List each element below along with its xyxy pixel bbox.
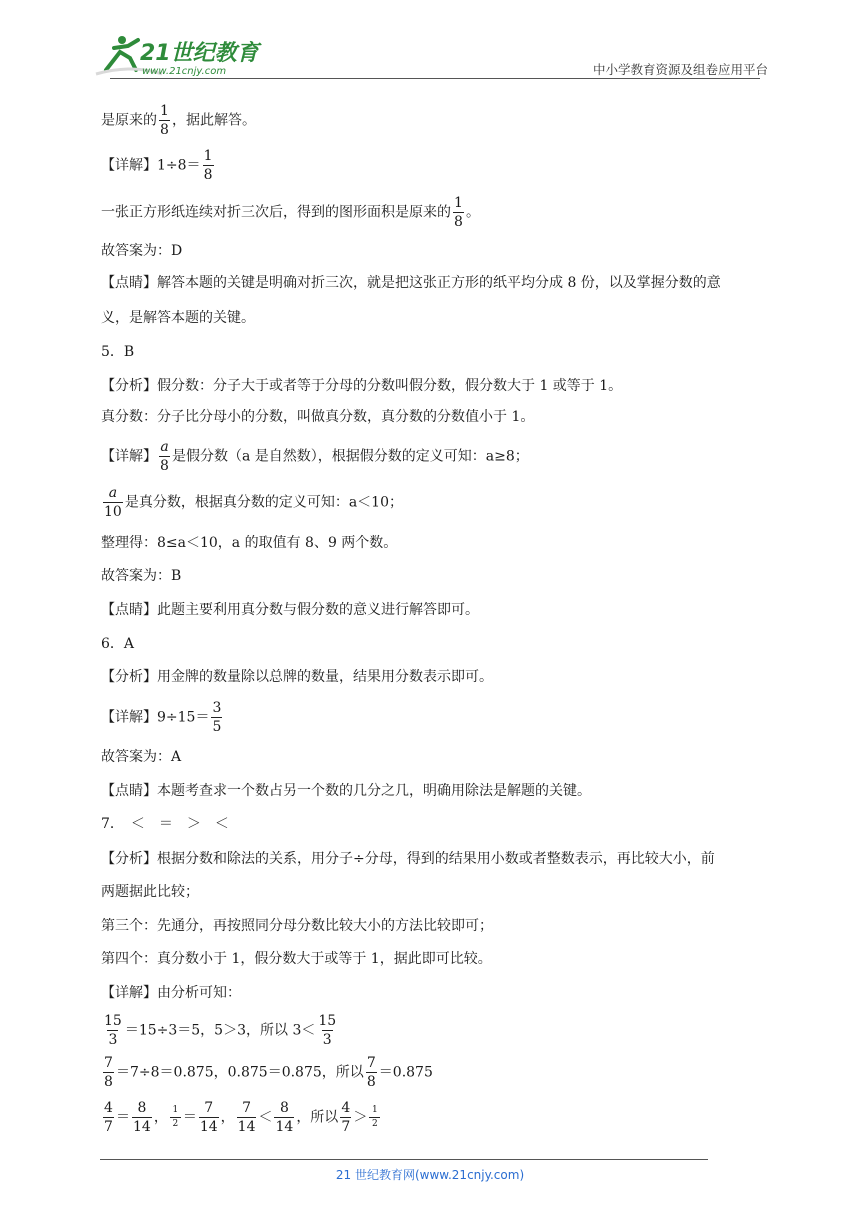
text: 是真分数，根据真分数的定义可知：a＜10；: [124, 494, 403, 511]
footer-link[interactable]: 21 世纪教育网(www.21cnjy.com): [335, 1168, 525, 1182]
text: ，所以: [296, 1109, 339, 1126]
logo-graphic: [92, 30, 262, 78]
line-10: [101, 440, 529, 473]
line-8: 【分析】假分数：分子大于或者等于分母的分数叫假分数，假分数大于 1 或等于 1。: [101, 378, 623, 394]
line-5: 【点睛】解答本题的关键是明确对折三次，就是把这张正方形的纸平均分成 8 份，以及掌握分数的意: [101, 275, 721, 291]
fraction: $\frac{7}{14}$: [237, 1100, 256, 1135]
fraction: $\frac{1}{8}$: [454, 195, 463, 230]
text: ＝15÷3＝5，5＞3，所以 3＜: [124, 1022, 316, 1039]
site-logo: [92, 30, 262, 82]
line-26: [101, 1014, 339, 1047]
text: ＝0.875: [378, 1064, 433, 1081]
line-11: [101, 486, 403, 519]
line-15: 6．A: [101, 636, 135, 652]
fraction: $\frac{7}{8}$: [104, 1055, 113, 1090]
line-6: 义，是解答本题的关键。: [101, 310, 255, 326]
header-platform-text: 中小学教育资源及组卷应用平台: [592, 62, 768, 77]
fraction: $\frac{a}{8}$: [160, 439, 169, 474]
line-18: 故答案为：A: [101, 749, 182, 765]
fraction: $\frac{a}{10}$: [104, 485, 122, 520]
line-28: [101, 1101, 382, 1134]
text: ＝: [116, 1109, 130, 1126]
text: ＞: [353, 1109, 368, 1126]
fraction: $\frac{8}{14}$: [275, 1100, 294, 1135]
footer-divider: [100, 1159, 708, 1160]
line-7: 5．B: [101, 344, 135, 360]
line-3: [101, 196, 480, 229]
fraction: $\frac{15}{3}$: [318, 1013, 337, 1048]
fraction: $\frac{1}{2}$: [369, 1106, 380, 1129]
line-24: 第四个：真分数小于 1，假分数大于或等于 1，据此即可比较。: [101, 951, 492, 967]
fraction: $\frac{4}{7}$: [341, 1100, 351, 1135]
fraction: $\frac{7}{8}$: [366, 1055, 376, 1090]
text: 【详解】1÷8＝: [101, 157, 201, 174]
fraction: $\frac{1}{8}$: [160, 103, 169, 138]
line-16: 【分析】用金牌的数量除以总牌的数量，结果用分数表示即可。: [101, 669, 493, 685]
line-14: 【点睛】此题主要利用真分数与假分数的意义进行解答即可。: [101, 602, 479, 618]
text: 【详解】9÷15＝: [101, 709, 210, 726]
logo-url: www.21cnjy.com: [142, 66, 227, 77]
fraction: $\frac{8}{14}$: [133, 1100, 151, 1135]
text: ＜: [258, 1109, 273, 1126]
line-12: 整理得：8≤a＜10，a 的取值有 8、9 两个数。: [101, 535, 398, 551]
text: 是原来的: [101, 112, 157, 129]
fraction: $\frac{15}{3}$: [104, 1013, 122, 1048]
fraction: $\frac{1}{8}$: [203, 148, 213, 183]
text: ，: [220, 1109, 235, 1126]
text: ＝: [182, 1109, 197, 1126]
text: ，据此解答。: [172, 112, 256, 129]
line-25: 【详解】由分析可知：: [101, 985, 241, 1001]
logo-text: 21世纪教育: [140, 41, 259, 66]
line-21: 【分析】根据分数和除法的关系，用分子÷分母，得到的结果用小数或者整数表示，再比较大小，前: [101, 851, 715, 867]
text: 。: [466, 204, 480, 221]
text: ＝7÷8＝0.875，0.875＝0.875，所以: [116, 1064, 364, 1081]
text: ，: [153, 1109, 168, 1126]
line-22: 两题据此比较；: [101, 884, 199, 900]
line-19: 【点睛】本题考查求一个数占另一个数的几分之几，明确用除法是解题的关键。: [101, 783, 591, 799]
line-2: [101, 149, 216, 182]
fraction: $\frac{3}{5}$: [212, 700, 222, 735]
line-20: 7． ＜ ＝ ＞ ＜: [101, 816, 229, 832]
page-header: [0, 0, 860, 82]
fraction: $\frac{1}{2}$: [170, 1106, 181, 1129]
line-17: [101, 701, 224, 734]
text: 一张正方形纸连续对折三次后，得到的图形面积是原来的: [101, 204, 451, 221]
text: 【详解】: [101, 448, 157, 465]
fraction: $\frac{7}{14}$: [199, 1100, 218, 1135]
fraction: $\frac{4}{7}$: [104, 1100, 113, 1135]
line-23: 第三个：先通分，再按照同分母分数比较大小的方法比较即可；: [101, 918, 493, 934]
line-4: 故答案为：D: [101, 243, 183, 259]
line-13: 故答案为：B: [101, 568, 182, 584]
header-divider: [110, 78, 760, 79]
line-9: 真分数：分子比分母小的分数，叫做真分数，真分数的分数值小于 1。: [101, 409, 535, 425]
line-27: [101, 1056, 433, 1089]
text: 是假分数（a 是自然数），根据假分数的定义可知：a≥8；: [172, 448, 529, 465]
line-1: [101, 104, 256, 137]
